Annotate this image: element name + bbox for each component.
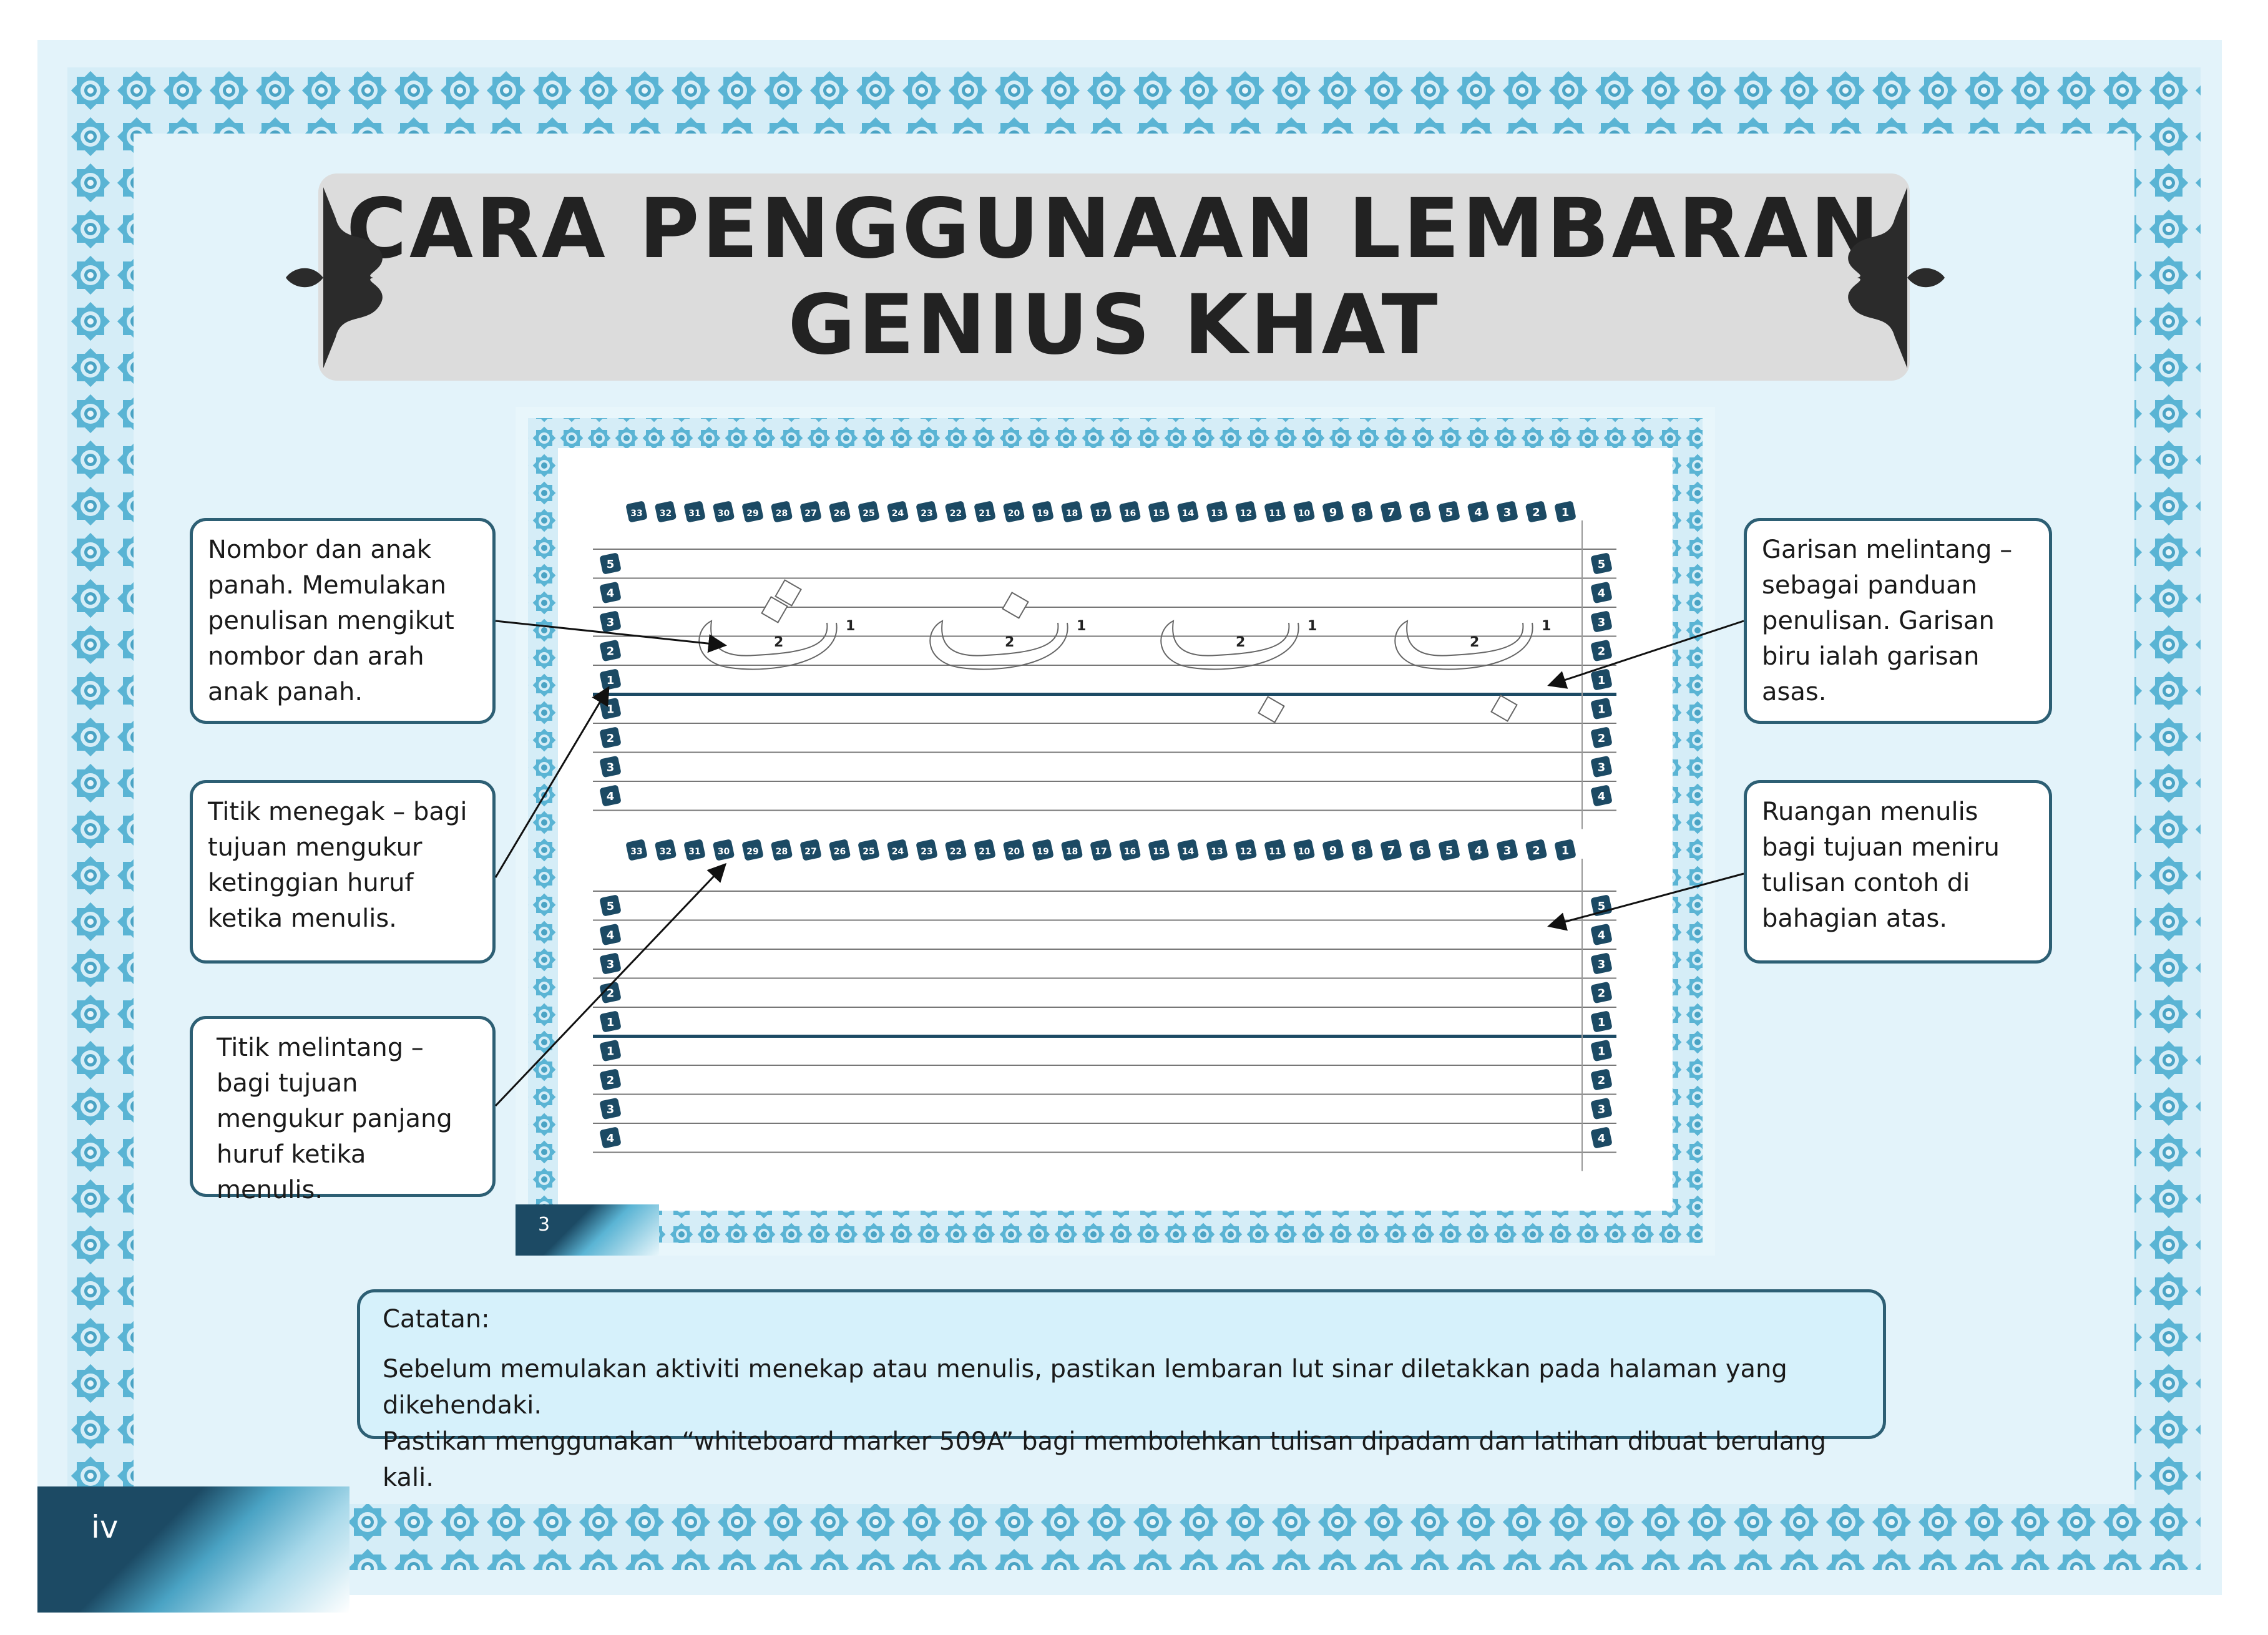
svg-text:24: 24 (891, 847, 904, 857)
svg-text:5: 5 (1445, 844, 1454, 857)
svg-text:8: 8 (1358, 506, 1366, 519)
svg-text:28: 28 (775, 847, 788, 857)
stroke-order-label: 1 (1308, 618, 1317, 634)
svg-text:2: 2 (606, 732, 615, 745)
svg-text:4: 4 (606, 929, 615, 942)
stroke-order-label: 1 (1077, 618, 1087, 634)
note-line-1: Sebelum memulakan aktiviti menekap atau menulis, pastikan lembaran lut sinar diletakkan pada halaman yang dikehendaki. (383, 1355, 1787, 1420)
svg-text:13: 13 (1211, 509, 1223, 519)
svg-text:1: 1 (606, 1045, 615, 1058)
svg-text:22: 22 (949, 847, 962, 857)
svg-text:8: 8 (1358, 844, 1366, 857)
svg-text:29: 29 (746, 509, 759, 519)
note-line-2: Pastikan menggunakan “whiteboard marker 509A” bagi membolehkan tulisan dipadam dan latihan dibuat berulang kali. (383, 1427, 1827, 1492)
svg-text:12: 12 (1239, 509, 1253, 519)
svg-text:7: 7 (1387, 506, 1396, 519)
svg-text:4: 4 (606, 587, 615, 600)
svg-text:2: 2 (1597, 1074, 1606, 1087)
svg-text:1: 1 (1597, 674, 1606, 687)
svg-text:1: 1 (606, 674, 615, 687)
svg-text:2: 2 (606, 1074, 615, 1087)
svg-text:11: 11 (1269, 847, 1281, 857)
sample-page-number: 3 (538, 1214, 550, 1236)
svg-text:22: 22 (949, 509, 962, 519)
svg-text:25: 25 (863, 509, 875, 519)
stroke-order-label: 2 (1470, 635, 1480, 650)
svg-text:3: 3 (1503, 506, 1512, 519)
svg-text:32: 32 (659, 847, 672, 857)
svg-text:1: 1 (1597, 1016, 1606, 1029)
page-title: CARA PENGGUNAAN LEMBARAN GENIUS KHAT (346, 181, 1882, 373)
callout-vertical-dots: Titik menegak – bagi tujuan mengukur ketinggian huruf ketika menulis. (190, 780, 496, 964)
callout-numbers-arrows: Nombor dan anak panah. Memulakan penulisan mengikut nombor dan arah anak panah. (190, 518, 496, 724)
svg-text:26: 26 (833, 509, 846, 519)
svg-text:2: 2 (1597, 645, 1606, 658)
svg-text:18: 18 (1065, 509, 1078, 519)
svg-text:27: 27 (804, 847, 817, 857)
stroke-order-label: 2 (774, 635, 784, 650)
svg-text:20: 20 (1007, 509, 1020, 519)
svg-text:9: 9 (1329, 506, 1337, 519)
svg-text:3: 3 (606, 958, 615, 971)
svg-text:3: 3 (606, 1103, 615, 1116)
svg-text:3: 3 (1597, 958, 1606, 971)
svg-text:24: 24 (891, 509, 904, 519)
svg-text:2: 2 (606, 645, 615, 658)
svg-text:3: 3 (606, 761, 615, 774)
svg-text:7: 7 (1387, 844, 1396, 857)
callout-horizontal-lines: Garisan melintang – sebagai panduan penulisan. Garisan biru ialah garisan asas. (1744, 518, 2052, 724)
svg-text:25: 25 (863, 847, 875, 857)
svg-text:9: 9 (1329, 844, 1337, 857)
svg-text:28: 28 (775, 509, 788, 519)
svg-text:3: 3 (606, 616, 615, 629)
svg-text:31: 31 (688, 509, 701, 519)
svg-text:5: 5 (1597, 900, 1606, 913)
svg-text:4: 4 (1474, 844, 1482, 857)
svg-text:10: 10 (1298, 509, 1311, 519)
callout-horizontal-dots: Titik melintang – bagi tujuan mengukur panjang huruf ketika menulis. (190, 1016, 496, 1197)
svg-text:18: 18 (1065, 847, 1078, 857)
svg-text:30: 30 (717, 847, 730, 857)
svg-text:11: 11 (1269, 509, 1281, 519)
svg-text:17: 17 (1095, 509, 1107, 519)
svg-text:2: 2 (1597, 732, 1606, 745)
svg-text:21: 21 (979, 847, 991, 857)
svg-text:1: 1 (606, 703, 615, 716)
svg-text:12: 12 (1239, 847, 1253, 857)
svg-text:13: 13 (1211, 847, 1223, 857)
svg-text:6: 6 (1416, 844, 1424, 857)
svg-text:4: 4 (1474, 506, 1482, 519)
svg-text:6: 6 (1416, 506, 1424, 519)
svg-text:33: 33 (630, 509, 643, 519)
callout-writing-space: Ruangan menulis bagi tujuan meniru tulisan contoh di bahagian atas. (1744, 780, 2052, 964)
svg-text:4: 4 (606, 790, 615, 803)
note-box (357, 1289, 1886, 1492)
svg-text:5: 5 (606, 558, 615, 571)
page-number: iv (91, 1509, 119, 1545)
svg-text:3: 3 (1597, 761, 1606, 774)
svg-text:2: 2 (1532, 506, 1540, 519)
svg-text:31: 31 (688, 847, 701, 857)
svg-text:5: 5 (1597, 558, 1606, 571)
svg-text:23: 23 (921, 847, 933, 857)
svg-text:3: 3 (1597, 1103, 1606, 1116)
svg-text:1: 1 (606, 1016, 615, 1029)
svg-text:2: 2 (1532, 844, 1540, 857)
svg-text:14: 14 (1181, 847, 1195, 857)
svg-text:27: 27 (804, 509, 817, 519)
svg-text:15: 15 (1153, 509, 1165, 519)
svg-text:19: 19 (1037, 847, 1049, 857)
svg-text:19: 19 (1037, 509, 1049, 519)
svg-text:3: 3 (1597, 616, 1606, 629)
stroke-order-label: 1 (846, 618, 856, 634)
svg-text:1: 1 (1597, 703, 1606, 716)
svg-text:17: 17 (1095, 847, 1107, 857)
note-heading: Catatan: (383, 1305, 490, 1334)
svg-text:5: 5 (606, 900, 615, 913)
svg-text:14: 14 (1181, 509, 1195, 519)
stroke-order-label: 1 (1542, 618, 1552, 634)
svg-text:16: 16 (1123, 847, 1136, 857)
svg-text:10: 10 (1298, 847, 1311, 857)
svg-text:1: 1 (1561, 844, 1570, 857)
svg-text:16: 16 (1123, 509, 1136, 519)
svg-text:3: 3 (1503, 844, 1512, 857)
svg-text:26: 26 (833, 847, 846, 857)
svg-text:4: 4 (1597, 587, 1606, 600)
svg-text:32: 32 (659, 509, 672, 519)
svg-text:29: 29 (746, 847, 759, 857)
stroke-order-label: 2 (1236, 635, 1246, 650)
page-corner (37, 1486, 349, 1613)
svg-text:15: 15 (1153, 847, 1165, 857)
svg-text:1: 1 (1561, 506, 1570, 519)
svg-text:21: 21 (979, 509, 991, 519)
svg-text:1: 1 (1597, 1045, 1606, 1058)
svg-text:30: 30 (717, 509, 730, 519)
svg-text:20: 20 (1007, 847, 1020, 857)
stroke-order-label: 2 (1005, 635, 1015, 650)
svg-text:23: 23 (921, 509, 933, 519)
svg-text:4: 4 (1597, 790, 1606, 803)
svg-text:4: 4 (1597, 1132, 1606, 1145)
svg-text:2: 2 (606, 987, 615, 1000)
svg-text:4: 4 (606, 1132, 615, 1145)
svg-text:5: 5 (1445, 506, 1454, 519)
svg-text:33: 33 (630, 847, 643, 857)
svg-text:2: 2 (1597, 987, 1606, 1000)
svg-text:4: 4 (1597, 929, 1606, 942)
